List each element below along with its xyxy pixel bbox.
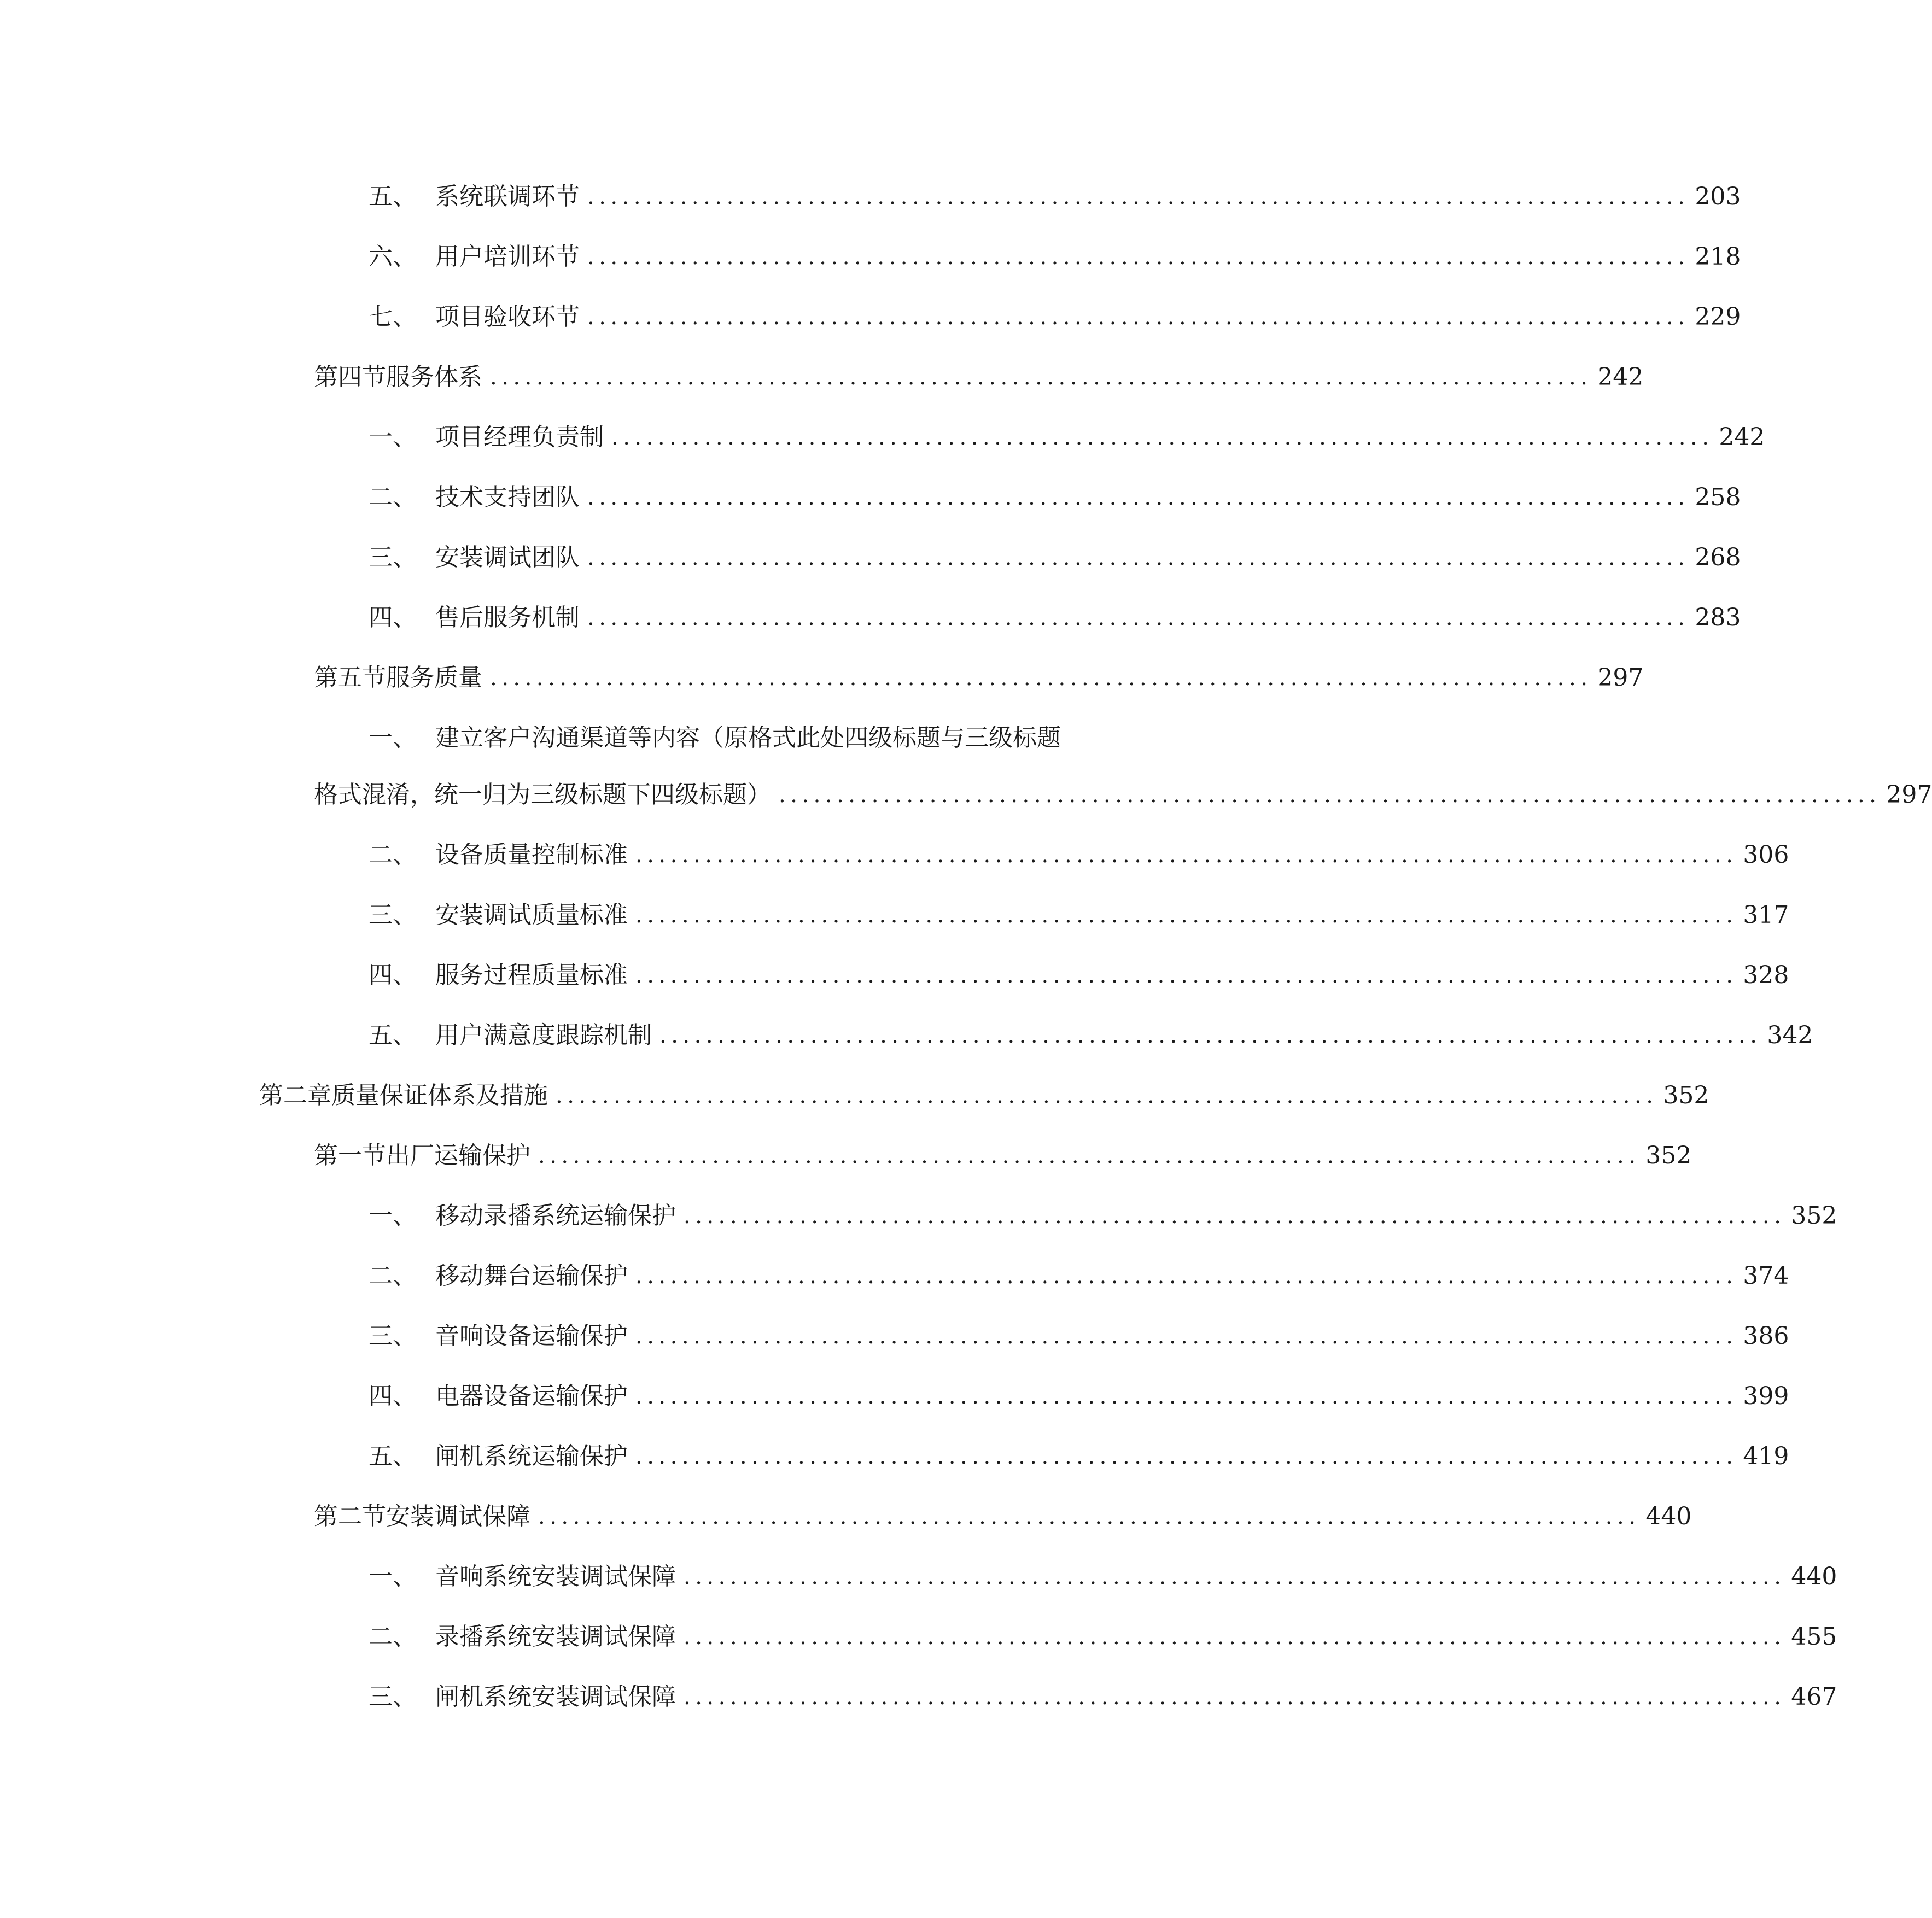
toc-entry-page: 242 [1597, 363, 1644, 391]
toc-dot-leader: ............................................................................................... [684, 1203, 1786, 1229]
toc-dot-leader: ............................................................................................... [635, 1384, 1738, 1409]
toc-entry[interactable] [369, 828, 1789, 872]
toc-entry-number: 三、 [369, 1683, 417, 1711]
toc-entry-title: 录播系统安装调试保障 [435, 1623, 676, 1651]
toc-entry-number: 第五节 [314, 664, 386, 692]
toc-entry[interactable] [314, 1489, 1692, 1533]
toc-dot-leader: ............................................................................................... [556, 1083, 1658, 1108]
toc-entry-page: 258 [1695, 483, 1741, 511]
toc-entry-number: 第二章 [259, 1081, 331, 1109]
toc-entry-number: 二、 [369, 841, 417, 869]
toc-entry-page: 218 [1695, 243, 1741, 271]
toc-entry[interactable] [369, 1008, 1813, 1052]
toc-entry-title: 项目经理负责制 [435, 423, 604, 451]
toc-entry[interactable] [369, 590, 1741, 634]
toc-entry-page: 399 [1743, 1382, 1789, 1410]
toc-entry[interactable] [369, 530, 1741, 574]
toc-entry-number: 三、 [369, 901, 417, 929]
toc-entry-number: 一、 [369, 1202, 417, 1230]
toc-dot-leader: ............................................................................................... [635, 1444, 1738, 1469]
toc-entry-title: 项目验收环节 [435, 303, 580, 331]
toc-dot-leader: ............................................................................................... [684, 1564, 1786, 1589]
toc-entry-page: 374 [1743, 1262, 1789, 1290]
toc-entry-title: 系统联调环节 [435, 183, 580, 210]
toc-entry-page: 268 [1695, 543, 1741, 571]
toc-entry[interactable] [369, 1610, 1837, 1653]
toc-entry[interactable] [369, 948, 1789, 992]
toc-entry[interactable] [314, 1128, 1692, 1172]
toc-entry-page: 352 [1663, 1081, 1709, 1109]
toc-entry-number: 三、 [369, 543, 417, 571]
toc-entry-title: 用户满意度跟踪机制 [435, 1021, 652, 1049]
toc-entry[interactable] [369, 230, 1741, 273]
toc-entry-number: 一、 [369, 423, 417, 451]
toc-entry-page: 342 [1767, 1021, 1813, 1049]
toc-entry-number: 二、 [369, 1623, 417, 1651]
toc-dot-leader: ............................................................................................... [684, 1624, 1786, 1650]
toc-entry-title: 安装调试团队 [435, 543, 580, 571]
toc-entry-number: 五、 [369, 1021, 417, 1049]
toc-dot-leader: ............................................................................................... [779, 782, 1881, 808]
toc-entry-page: 455 [1791, 1623, 1837, 1651]
toc-entry-number: 三、 [369, 1322, 417, 1350]
toc-entry-number: 二、 [369, 483, 417, 511]
toc-entry[interactable] [369, 410, 1765, 454]
toc-entry-page: 297 [1597, 664, 1644, 692]
toc-entry-title: 移动录播系统运输保护 [435, 1202, 676, 1230]
toc-dot-leader: ............................................................................................... [587, 244, 1690, 270]
toc-entry[interactable] [369, 1309, 1789, 1353]
toc-dot-leader: ............................................................................................... [587, 545, 1690, 570]
toc-entry[interactable] [369, 1369, 1789, 1413]
toc-entry-title: 技术支持团队 [435, 483, 580, 511]
toc-entry-title: 闸机系统运输保护 [435, 1442, 628, 1470]
toc-dot-leader: ............................................................................................... [659, 1023, 1762, 1048]
toc-dot-leader: ............................................................................................... [684, 1685, 1786, 1710]
toc-entry-page: 386 [1743, 1322, 1789, 1350]
toc-entry[interactable] [259, 1068, 1709, 1112]
toc-dot-leader: ............................................................................................... [635, 903, 1738, 928]
toc-dot-leader: ............................................................................................... [611, 425, 1714, 450]
toc-entry-number: 四、 [369, 604, 417, 631]
toc-entry-title: 安装调试质量标准 [435, 901, 628, 929]
toc-entry-number: 一、 [369, 724, 417, 752]
toc-entry-title: 电器设备运输保护 [435, 1382, 628, 1410]
toc-entry-number: 二、 [369, 1262, 417, 1290]
toc-entry-number: 第一节 [314, 1142, 386, 1169]
toc-entry-title: 音响设备运输保护 [435, 1322, 628, 1350]
toc-entry-page: 229 [1695, 303, 1741, 331]
toc-dot-leader: ............................................................................................... [538, 1504, 1641, 1529]
toc-entry[interactable] [369, 290, 1741, 334]
toc-dot-leader: ............................................................................................... [490, 365, 1592, 390]
toc-entry[interactable] [314, 350, 1644, 394]
toc-entry-page: 352 [1791, 1202, 1837, 1230]
toc-dot-leader: ............................................................................................... [587, 305, 1690, 330]
toc-entry[interactable] [369, 470, 1741, 514]
toc-dot-leader: ............................................................................................... [635, 963, 1738, 988]
toc-entry-number: 四、 [369, 1382, 417, 1410]
toc-entry[interactable] [369, 1429, 1789, 1473]
toc-entry-title: 服务过程质量标准 [435, 961, 628, 989]
toc-dot-leader: ............................................................................................... [587, 485, 1690, 510]
toc-dot-leader: ............................................................................................... [635, 843, 1738, 868]
toc-entry-page: 328 [1743, 961, 1789, 989]
toc-entry-page: 467 [1791, 1683, 1837, 1711]
toc-entry[interactable] [369, 1189, 1837, 1232]
toc-entry[interactable] [369, 1249, 1789, 1293]
toc-entry-title: 移动舞台运输保护 [435, 1262, 628, 1290]
toc-entry-wrapped[interactable] [369, 711, 1142, 755]
toc-dot-leader: ............................................................................................... [635, 1324, 1738, 1349]
toc-entry-title: 闸机系统安装调试保障 [435, 1683, 676, 1711]
toc-entry-title: 音响系统安装调试保障 [435, 1563, 676, 1590]
toc-entry-title: 出厂运输保护 [386, 1142, 530, 1169]
toc-dot-leader: ............................................................................................... [587, 605, 1690, 630]
toc-dot-leader: ............................................................................................... [587, 184, 1690, 209]
toc-entry-page: 242 [1719, 423, 1765, 451]
toc-entry-page: 440 [1791, 1563, 1837, 1590]
toc-dot-leader: ............................................................................................... [538, 1143, 1641, 1168]
toc-entry-title: 售后服务机制 [435, 604, 580, 631]
toc-entry-page: 440 [1645, 1502, 1692, 1530]
toc-entry[interactable] [369, 1549, 1837, 1593]
toc-entry-title: 服务质量 [386, 664, 482, 692]
toc-entry[interactable] [314, 651, 1644, 694]
toc-entry-number: 一、 [369, 1563, 417, 1590]
toc-entry-page: 352 [1645, 1142, 1692, 1169]
toc-entry-number: 五、 [369, 183, 417, 210]
toc-entry[interactable] [369, 169, 1741, 213]
toc-entry[interactable] [369, 888, 1789, 932]
toc-entry-title: 设备质量控制标准 [435, 841, 628, 869]
toc-entry-page: 203 [1695, 183, 1741, 210]
toc-entry-number: 七、 [369, 303, 417, 331]
toc-entry-number: 四、 [369, 961, 417, 989]
toc-dot-leader: ............................................................................................... [635, 1264, 1738, 1289]
toc-entry-title: 质量保证体系及措施 [331, 1081, 548, 1109]
toc-entry-title: 服务体系 [386, 363, 482, 391]
toc-entry-title: 安装调试保障 [386, 1502, 530, 1530]
toc-entry-number: 第二节 [314, 1502, 386, 1530]
toc-entry-number: 六、 [369, 243, 417, 271]
toc-entry-number: 五、 [369, 1442, 417, 1470]
toc-entry-page: 317 [1743, 901, 1789, 929]
toc-entry-page: 419 [1743, 1442, 1789, 1470]
toc-entry-title-line2: 格式混淆，统一归为三级标题下四级标题） [314, 781, 771, 809]
toc-entry[interactable] [369, 1670, 1837, 1714]
toc-entry-title: 用户培训环节 [435, 243, 580, 271]
toc-entry-page: 283 [1695, 604, 1741, 631]
toc-entry-page: 306 [1743, 841, 1789, 869]
toc-entry-number: 第四节 [314, 363, 386, 391]
toc-entry-title-line1: 建立客户沟通渠道等内容（原格式此处四级标题与三级标题 [435, 724, 1061, 752]
toc-dot-leader: ............................................................................................... [490, 665, 1592, 691]
toc-entry-page: 297 [1886, 781, 1932, 809]
toc-entry-continuation[interactable] [314, 768, 1932, 811]
